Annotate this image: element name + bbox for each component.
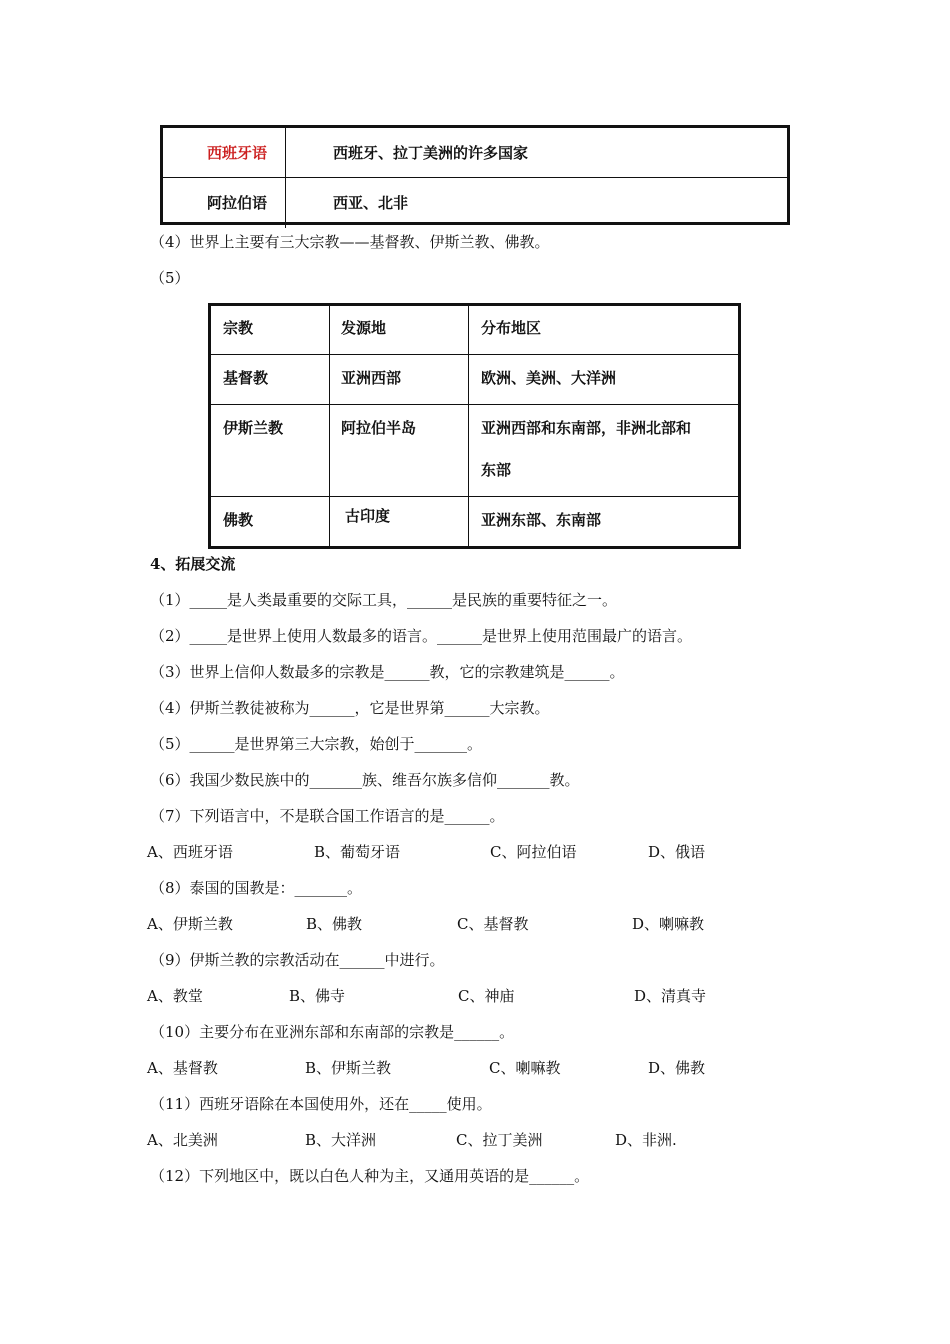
row-divider [211,496,738,497]
option-d: D、喇嘛教 [632,915,705,933]
table-row [163,178,787,228]
option-b: B、大洋洲 [305,1131,377,1149]
option-c: C、神庙 [458,987,515,1005]
table-cell-language [163,178,286,228]
region-label: 西亚、北非 [333,194,409,212]
option-a: A、伊斯兰教 [147,915,233,933]
question-6: （6）我国少数民族中的_______族、维吾尔族多信仰_______教。 [150,771,580,789]
question-2: （2）_____是世界上使用人数最多的语言。______是世界上使用范围最广的语言。 [150,627,693,645]
column-divider [329,306,330,546]
option-a: A、西班牙语 [147,843,233,861]
question-9: （9）伊斯兰教的宗教活动在______中进行。 [150,951,445,969]
region-label: 西班牙、拉丁美洲的许多国家 [333,144,529,162]
header-region: 分布地区 [481,319,542,337]
cell-region: 欧洲、美洲、大洋洲 [481,369,617,387]
question-10: （10）主要分布在亚洲东部和东南部的宗教是______。 [150,1023,515,1041]
option-d: D、清真寺 [634,987,707,1005]
question-12: （12）下列地区中，既以白色人种为主，又通用英语的是______。 [150,1167,590,1185]
language-label: 西班牙语 [207,144,268,162]
question-3: （3）世界上信仰人数最多的宗教是______教，它的宗教建筑是______。 [150,663,625,681]
cell-region-continued: 东部 [481,461,512,479]
language-table [160,125,790,225]
cell-origin: 古印度 [345,507,391,525]
cell-region: 亚洲东部、东南部 [481,511,602,529]
option-c: C、拉丁美洲 [456,1131,543,1149]
option-a: A、教堂 [147,987,203,1005]
row-divider [211,354,738,355]
item-4-text: （4）世界上主要有三大宗教——基督教、伊斯兰教、佛教。 [150,233,550,251]
option-b: B、佛寺 [289,987,346,1005]
option-c: C、阿拉伯语 [490,843,577,861]
cell-religion: 基督教 [223,369,269,387]
cell-religion: 佛教 [223,511,254,529]
cell-religion: 伊斯兰教 [223,419,284,437]
item-5-text: （5） [150,269,190,287]
header-religion: 宗教 [223,319,254,337]
option-a: A、基督教 [147,1059,218,1077]
option-a: A、北美洲 [147,1131,218,1149]
option-d: D、俄语 [648,843,706,861]
question-7: （7）下列语言中，不是联合国工作语言的是______。 [150,807,505,825]
cell-origin: 阿拉伯半岛 [341,419,417,437]
column-divider [468,306,469,546]
table-cell-language [163,128,286,177]
question-1: （1）_____是人类最重要的交际工具，______是民族的重要特征之一。 [150,591,618,609]
language-label: 阿拉伯语 [207,194,268,212]
option-d: D、非洲. [615,1131,677,1149]
question-5: （5）______是世界第三大宗教，始创于_______。 [150,735,483,753]
option-b: B、佛教 [306,915,363,933]
table-row [163,128,787,178]
row-divider [211,404,738,405]
cell-origin: 亚洲西部 [341,369,402,387]
header-origin: 发源地 [341,319,387,337]
option-d: D、佛教 [648,1059,706,1077]
option-c: C、基督教 [457,915,529,933]
cell-region: 亚洲西部和东南部，非洲北部和 [481,419,692,437]
question-11: （11）西班牙语除在本国使用外，还在_____使用。 [150,1095,492,1113]
option-b: B、伊斯兰教 [305,1059,392,1077]
question-8: （8）泰国的国教是：_______。 [150,879,363,897]
option-b: B、葡萄牙语 [314,843,401,861]
question-4: （4）伊斯兰教徒被称为______，它是世界第______大宗教。 [150,699,550,717]
option-c: C、喇嘛教 [489,1059,561,1077]
section-title: 4、拓展交流 [150,555,236,573]
religion-table [208,303,741,549]
